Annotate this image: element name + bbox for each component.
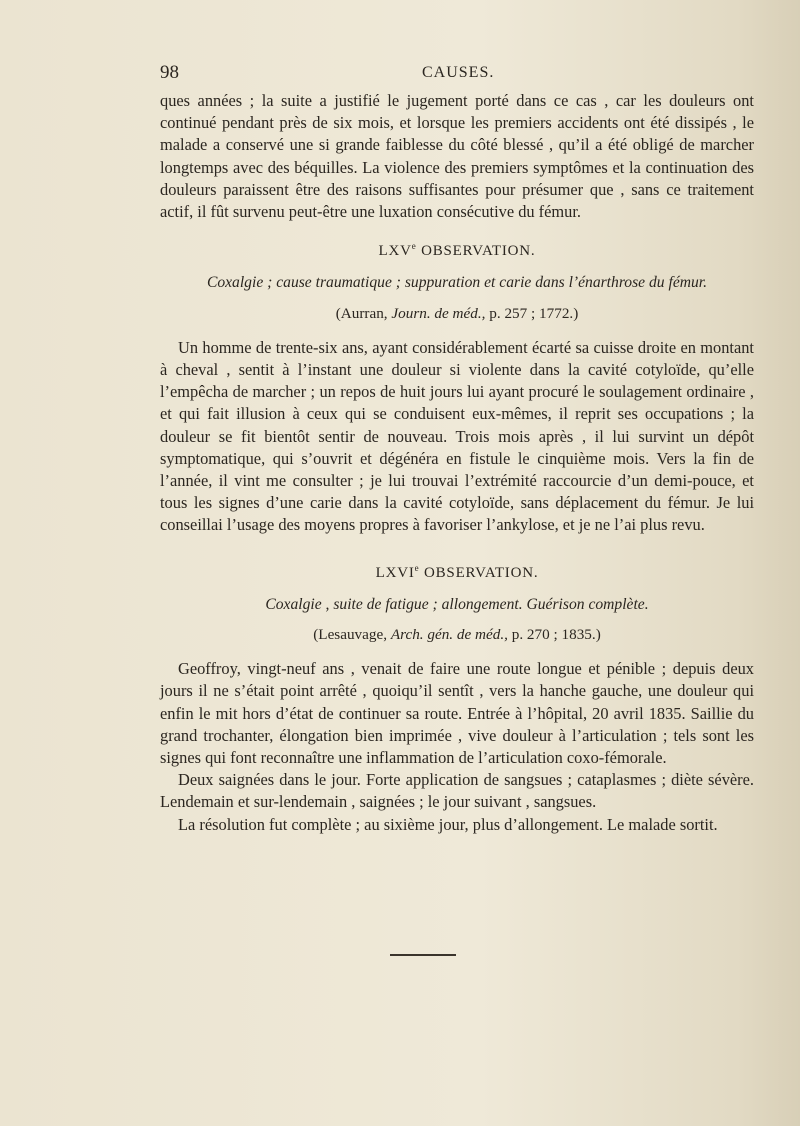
observation-paragraph: Un homme de trente-six ans, ayant considérablement écarté sa cuisse droite en montant à cheval , sentit à l’instant une douleur si violente dans la cavité cotyloïde, qu’elle l’empêcha de marcher ; un repos de huit jours lui ayant procuré le soulagement ordinaire , et qui fait illusion à ceux qui se conduisent eux-mêmes, il reprit ses occupations ; la douleur se fit bientôt sentir de nouveau. Trois mois après , il lui survint un dépôt symptomatique, qui s’ouvrit et dégénéra en fistule le cinquième mois. Vers la fin de l’année, il vint me consulter ; je lui trouvai l’extrémité raccourcie d’un demi-pouce, et tous les signes d’une carie dans la cavité cotyloïde, sans déplacement du fémur. Je lui conseillai l’usage des moyens propres à favoriser l’ankylose, et je ne l’ai plus revu. [160,337,754,535]
observation-title [160,557,754,584]
reference-detail: p. 270 ; 1835.) [511,626,601,644]
intro-paragraph: ques années ; la suite a justifié le jugement porté dans ce cas , car les douleurs ont continué pendant près de six mois, et lorsque les premiers accidents ont été dissipés , le malade a conservé une si grande faiblesse du côté blessé , qu’il a été obligé de marcher longtemps avec des béquilles. La violence des premiers symptômes et la continuation des douleurs paraissent être des raisons suffisantes pour présumer que , sans ce traitement actif, il fût survenu peut-être une luxation consécutive du fémur. [160,91,754,222]
reference-detail: p. 257 ; 1772.) [489,304,579,322]
observation-subtitle: Coxalgie ; cause traumatique ; suppuration et carie dans l’énarthrose du fémur. [206,274,708,292]
observation-paragraph: Geoffroy, vingt-neuf ans , venait de faire une route longue et pénible ; depuis deux jours il ne s’était point arrêté , quoiqu’il sentît , vers la hanche gauche, une douleur qui enfin le mit hors d’état de continuer sa route. Entrée à l’hôpital, 20 avril 1835. Saillie du grand trochanter, élongation bien imprimée , vive douleur à l’articulation ; tels sont les signes qui font reconnaître une inflammation de l’articulation coxo-fémorale. [160,659,754,768]
page-number: 98 [160,62,179,83]
observation-paragraph: Deux saignées dans le jour. Forte application de sangsues ; cataplasmes ; diète sévère. Lendemain et sur-lendemain , saignées ; le jour suivant , sangsues. [160,770,754,812]
observation-reference [160,303,754,325]
observation-reference [160,624,754,646]
observation-numeral: LXVI [375,564,415,581]
observation-66 [160,557,754,836]
observation-paragraph: La résolution fut complète ; au sixième jour, plus d’allongement. Le malade sortit. [178,814,718,834]
end-rule-divider [390,954,456,956]
running-head: CAUSES. [422,64,495,81]
reference-journal: Arch. gén. de méd., [390,626,508,644]
observation-heading: OBSERVATION. [421,243,536,260]
reference-author: (Lesauvage, [313,626,388,644]
page-header [160,62,750,86]
observation-65 [160,235,754,536]
observation-numeral: LXV [378,243,412,260]
observation-subtitle: Coxalgie , suite de fatigue ; allongement. Guérison complète. [265,595,649,613]
observation-title [160,235,754,262]
reference-author: (Aurran, [335,304,388,322]
observation-ordinal: e [414,562,420,573]
observation-ordinal: e [411,241,417,252]
observation-heading: OBSERVATION. [424,564,539,581]
page-body [160,90,754,836]
reference-journal: Journ. de méd., [391,304,486,322]
